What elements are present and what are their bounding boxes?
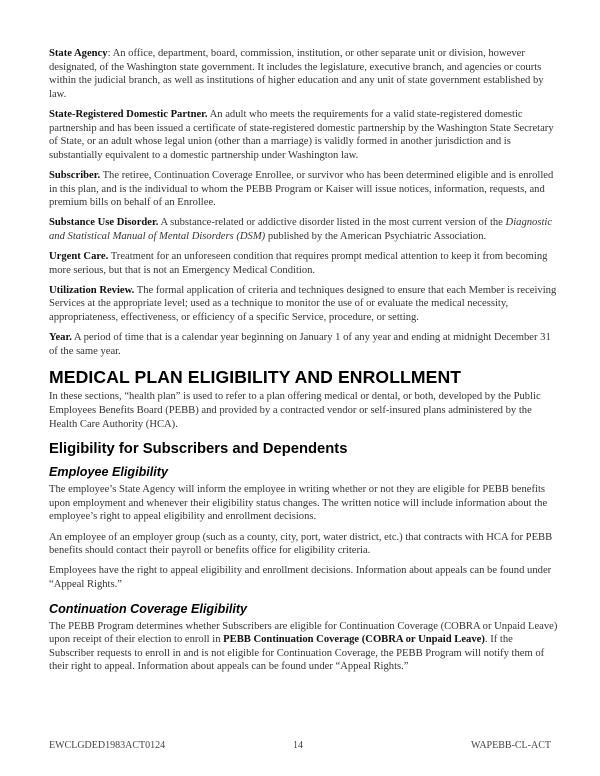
continuation-coverage-heading: Continuation Coverage Eligibility — [49, 601, 248, 616]
section-heading: MEDICAL PLAN ELIGIBILITY AND ENROLLMENT — [49, 367, 462, 388]
page-number: 14 — [293, 740, 303, 751]
definition-text: An adult who meets the requirements for a valid state-registered domestic partnership and has been issued a certificate of state-registered domestic partnership by the Washington State Secretary of State, or an adult whose legal union (other than a marriage) is validly formed in another jurisdiction and is substantially equivalent to a domestic partnership under Washington law. — [49, 108, 554, 161]
definition-substance-use-disorder: Substance Use Disorder. A substance-related or addictive disorder listed in the most current version of the Diagnostic and Statistical Manual of Mental Disorders (DSM) published by the American Psychiatric Association. — [49, 217, 553, 242]
employee-paragraph: An employee of an employer group (such as a county, city, port, water district, etc.) that contracts with HCA for PEBB benefits should contact their payroll or benefits office for eligibility criteria. — [49, 531, 553, 557]
definition-text: The formal application of criteria and techniques designed to ensure that each Member is receiving Services at the appropriate level; used as a technique to monitor the use of or evaluate the medical necessity, appropriateness, effectiveness, or efficiency of a specific Service, procedure, or setting. — [49, 284, 557, 324]
definition-text: An office, department, board, commission, institution, or other separate unit or division, however designated, of the Washington state government. It includes the legislature, executive branch, and agencies or courts within the judicial branch, as well as institutions of higher education and any unit of state government established by law. — [49, 48, 544, 100]
definition-term: Urgent Care. — [49, 251, 109, 263]
definition-term: State Agency — [49, 48, 108, 59]
section-intro: In these sections, “health plan” is used to refer to a plan offering medical or dental, or both, developed by the Public Employees Benefits Board (PEBB) and provided by a contracted vendor or self-insured plans administered by the Health Care Authority (HCA). — [49, 391, 541, 430]
footer-doc-code: EWCLGDED1983ACT0124 — [49, 740, 166, 751]
definition-subscriber — [49, 169, 559, 210]
employee-paragraph: Employees have the right to appeal eligibility and enrollment decisions. Information about appeals can be found under “Appeal Rights.” — [49, 565, 552, 590]
definition-urgent-care — [49, 250, 559, 277]
definition-text: The retiree, Continuation Coverage Enrollee, or survivor who has been determined eligible and is enrolled in this plan, and is the individual to whom the PEBB Program or Kaiser will issue notices, information, requests, and premium bills on behalf of an Enrollee. — [49, 169, 554, 209]
document-page — [49, 47, 559, 681]
footer-plan-code: WAPEBB-CL-ACT — [471, 740, 551, 751]
subsection-heading: Eligibility for Subscribers and Dependents — [49, 441, 348, 458]
definition-year — [49, 331, 559, 358]
definition-utilization-review — [49, 284, 559, 325]
definition-text: A substance-related or addictive disorder listed in the most current version of the — [158, 217, 506, 229]
continuation-coverage-bold: PEBB Continuation Coverage (COBRA or Unpaid Leave) — [223, 634, 485, 646]
definition-term: Year. — [49, 332, 72, 344]
definition-term: State-Registered Domestic Partner. — [49, 108, 208, 120]
page-footer — [49, 740, 551, 751]
definition-text: A period of time that is a calendar year beginning on January 1 of any year and ending at midnight December 31 of the same year. — [49, 332, 551, 357]
continuation-paragraph: The PEBB Program determines whether Subscribers are eligible for Continuation Coverage (COBRA or Unpaid Leave) upon receipt of their election to enroll in PEBB Continuation Coverage (COBRA or Unpaid Leave). If the Subscriber requests to enroll in and is not eligible for Continuation Coverage, the PEBB Program will notify them of their right to appeal. Information about appeals can be found under “Appeal Rights.” — [49, 620, 558, 673]
definition-text: Treatment for an unforeseen condition that requires prompt medical attention to keep it from becoming more serious, but that is not an Emergency Medical Condition. — [49, 251, 548, 276]
definition-term: Subscriber. — [49, 169, 101, 181]
definition-term: Utilization Review. — [49, 284, 135, 296]
definition-state-agency: State Agency: An office, department, board, commission, institution, or other separate unit or division, however designated, of the Washington state government. It includes the legislature, executive branch, and agencies or courts within the judicial branch, as well as institutions of higher education and any unit of state government established by law. — [49, 48, 544, 100]
definition-domestic-partner — [49, 108, 559, 162]
dsm-title: Diagnostic and Statistical Manual of Mental Disorders (DSM) — [49, 217, 553, 242]
definition-term: Substance Use Disorder. — [49, 217, 159, 229]
employee-paragraph: The employee’s State Agency will inform the employee in writing whether or not they are eligible for PEBB benefits upon employment and whenever their eligibility status changes. The written notice will include information about the employee’s right to appeal eligibility and enrollment decisions. — [49, 484, 548, 523]
employee-eligibility-heading: Employee Eligibility — [49, 465, 168, 480]
